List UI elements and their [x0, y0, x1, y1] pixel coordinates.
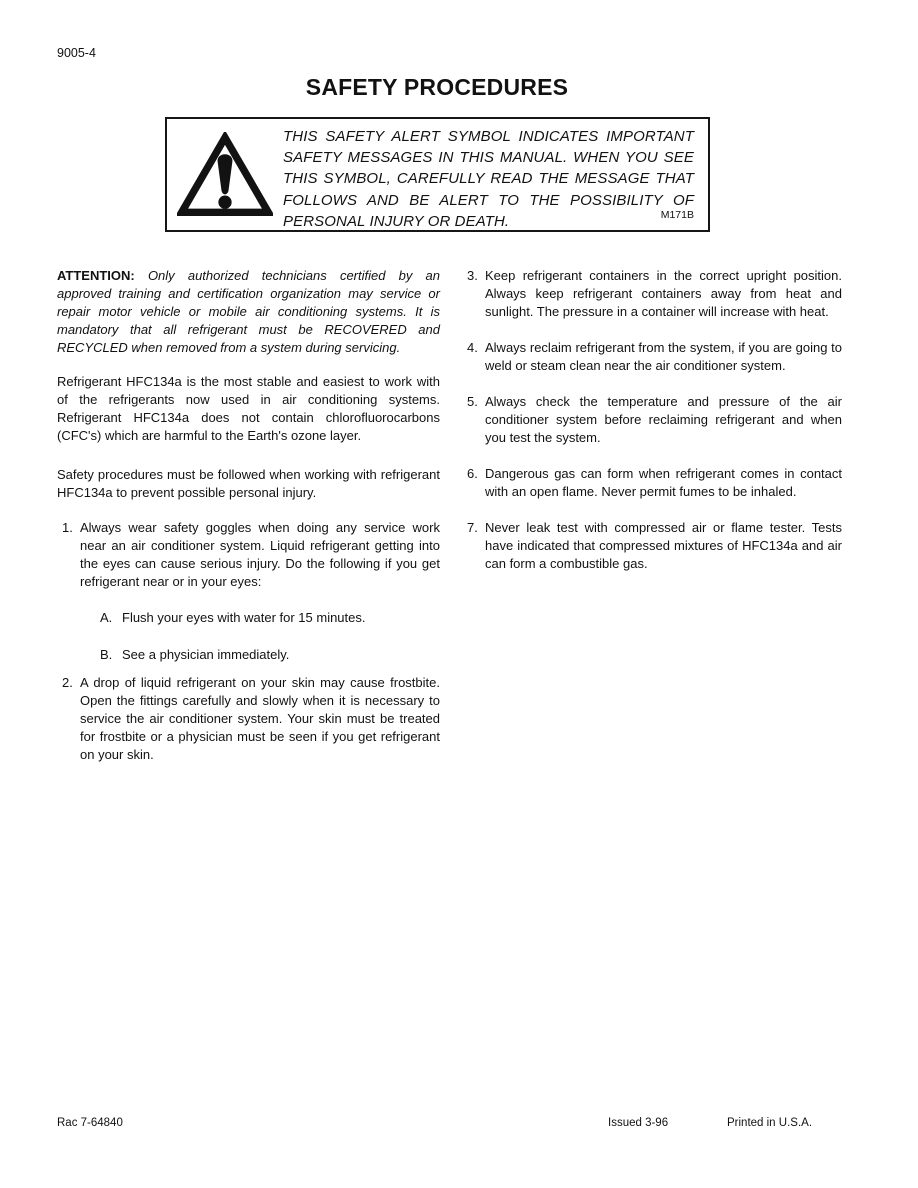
paragraph-safety-note: Safety procedures must be followed when working with refrigerant HFC134a to prevent possible personal injury.	[57, 467, 440, 500]
warning-triangle-icon	[167, 119, 283, 230]
list-item-text: Keep refrigerant containers in the correct upright position. Always keep refrigerant containers away from heat and sunlight. The pressure in a container will increase with heat.	[485, 268, 842, 319]
list-item-text: Always check the temperature and pressure of the air conditioner system before reclaiming refrigerant and when you test the system.	[485, 394, 842, 445]
alert-text-area	[283, 119, 708, 230]
list-item-5	[467, 393, 842, 447]
list-item-number: 7.	[467, 520, 478, 535]
list-item-number: 4.	[467, 340, 478, 355]
list-item-number: 2.	[62, 675, 73, 690]
alert-message: THIS SAFETY ALERT SYMBOL INDICATES IMPORTANT SAFETY MESSAGES IN THIS MANUAL. WHEN YOU SEE THIS SYMBOL, CAREFULLY READ THE MESSAGE THAT FOLLOWS AND BE ALERT TO THE POSSIBILITY OF PERSONAL INJURY OR DEATH.	[283, 128, 694, 230]
list-subitem-a	[57, 609, 440, 627]
list-item-7	[467, 519, 842, 573]
page-number: 9005-4	[57, 46, 96, 60]
list-item-text: Never leak test with compressed air or flame tester. Tests have indicated that compressed mixtures of HFC134a and air can form a combustible gas.	[485, 520, 842, 571]
paragraph-refrigerant-info: Refrigerant HFC134a is the most stable and easiest to work with of the refrigerants now used in air conditioning systems. Refrigerant HFC134a does not contain chlorofluorocarbons (CFC's) which are harmful to the Earth's ozone layer.	[57, 374, 440, 443]
footer-doc-number: Rac 7-64840	[57, 1117, 123, 1129]
attention-paragraph	[57, 267, 440, 357]
attention-label: ATTENTION:	[57, 268, 135, 283]
list-item-number: 5.	[467, 394, 478, 409]
list-item-text: Always wear safety goggles when doing any service work near an air conditioner system. Liquid refrigerant getting into the eyes can cause serious injury. Do the following if you get refrigerant near or in your eyes:	[80, 520, 440, 589]
subitem-text: See a physician immediately.	[122, 647, 290, 662]
list-item-number: 1.	[62, 520, 73, 535]
list-item-2	[57, 674, 440, 764]
subitem-text: Flush your eyes with water for 15 minutes.	[122, 610, 366, 625]
list-item-text: A drop of liquid refrigerant on your skin may cause frostbite. Open the fittings carefully and slowly when it is necessary to service the air conditioner system. Your skin must be treated for frostbite or a physician must be seen if you get refrigerant on your skin.	[80, 675, 440, 762]
footer-printed-note: Printed in U.S.A.	[727, 1117, 813, 1129]
list-item-3	[467, 267, 842, 321]
body-columns	[57, 267, 855, 764]
list-item-number: 3.	[467, 268, 478, 283]
list-item-1	[57, 519, 440, 591]
subitem-letter: A.	[100, 610, 113, 625]
left-column	[57, 267, 440, 764]
list-item-text: Dangerous gas can form when refrigerant comes in contact with an open flame. Never permit fumes to be inhaled.	[485, 466, 842, 499]
list-item-text: Always reclaim refrigerant from the system, if you are going to weld or steam clean near the air conditioner system.	[485, 340, 842, 373]
attention-text: Only authorized technicians certified by an approved training and certification organization may service or repair motor vehicle or mobile air conditioning systems. It is mandatory that all refrigerant must be RECOVERED and RECYCLED when removed from a system during servicing.	[57, 268, 440, 355]
list-subitem-b	[57, 646, 440, 664]
right-column	[467, 267, 842, 764]
safety-alert-box	[165, 117, 710, 232]
list-item-4	[467, 339, 842, 375]
page-title: SAFETY PROCEDURES	[305, 74, 569, 100]
footer-issued-date: Issued 3-96	[608, 1117, 669, 1129]
figure-code: M171B	[660, 209, 694, 221]
list-item-number: 6.	[467, 466, 478, 481]
list-item-6	[467, 465, 842, 501]
subitem-letter: B.	[100, 647, 113, 662]
